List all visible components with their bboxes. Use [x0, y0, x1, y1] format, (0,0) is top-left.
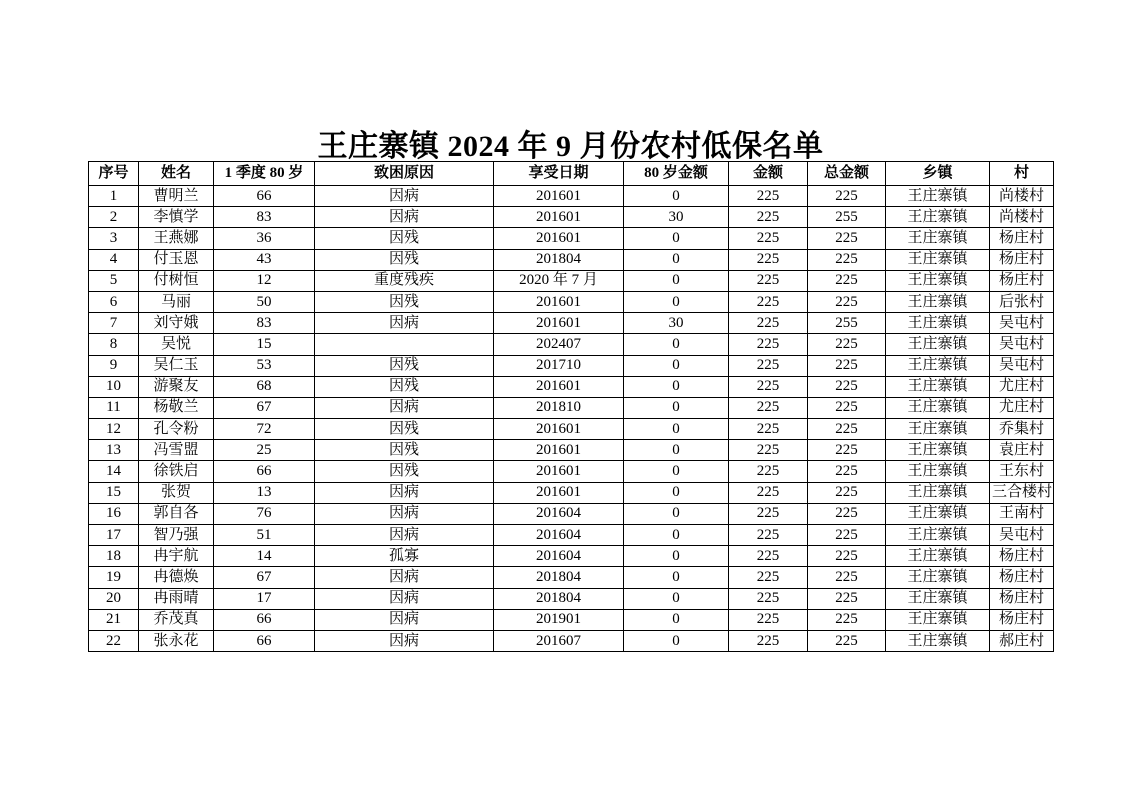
table-cell: 因残: [315, 355, 494, 376]
table-cell: 201810: [494, 397, 624, 418]
table-cell: 王庄寨镇: [886, 270, 990, 291]
table-cell: 225: [808, 525, 886, 546]
table-cell: 0: [624, 334, 729, 355]
table-cell: 201804: [494, 249, 624, 270]
table-cell: 王庄寨镇: [886, 461, 990, 482]
table-cell: 201607: [494, 630, 624, 651]
table-cell: 30: [624, 313, 729, 334]
table-cell: 王庄寨镇: [886, 334, 990, 355]
table-cell: 曹明兰: [139, 186, 214, 207]
table-cell: 王庄寨镇: [886, 630, 990, 651]
table-cell: 20: [89, 588, 139, 609]
column-header: 村: [990, 162, 1054, 186]
table-cell: 王庄寨镇: [886, 503, 990, 524]
table-cell: 225: [729, 546, 808, 567]
table-row: [89, 291, 1054, 312]
table-cell: 0: [624, 440, 729, 461]
table-cell: 22: [89, 630, 139, 651]
table-cell: 68: [214, 376, 315, 397]
table-cell: 0: [624, 546, 729, 567]
table-cell: 乔茂真: [139, 609, 214, 630]
column-header: 1 季度 80 岁: [214, 162, 315, 186]
table-cell: 225: [808, 249, 886, 270]
table-cell: 225: [729, 376, 808, 397]
table-cell: 225: [729, 270, 808, 291]
table-cell: 225: [808, 334, 886, 355]
table-cell: 66: [214, 609, 315, 630]
table-cell: 因病: [315, 313, 494, 334]
table-cell: 50: [214, 291, 315, 312]
table-cell: 225: [729, 313, 808, 334]
table-cell: 225: [808, 503, 886, 524]
table-cell: 225: [729, 228, 808, 249]
table-cell: 53: [214, 355, 315, 376]
table-row: [89, 525, 1054, 546]
table-cell: 201804: [494, 588, 624, 609]
table-cell: 游聚友: [139, 376, 214, 397]
table-cell: 76: [214, 503, 315, 524]
table-cell: 尤庄村: [990, 376, 1054, 397]
table-cell: 43: [214, 249, 315, 270]
table-row: [89, 313, 1054, 334]
column-header: 80 岁金额: [624, 162, 729, 186]
table-cell: 尚楼村: [990, 186, 1054, 207]
table-cell: 66: [214, 186, 315, 207]
table-cell: 201604: [494, 546, 624, 567]
table-cell: 201601: [494, 207, 624, 228]
table-cell: 因残: [315, 376, 494, 397]
table-row: [89, 355, 1054, 376]
table-header-row: [89, 162, 1054, 186]
table-cell: 吴屯村: [990, 525, 1054, 546]
table-cell: 15: [214, 334, 315, 355]
table-cell: 尚楼村: [990, 207, 1054, 228]
table-cell: 225: [729, 588, 808, 609]
table-row: [89, 186, 1054, 207]
table-cell: 225: [808, 228, 886, 249]
table-cell: 225: [808, 270, 886, 291]
table-cell: 吴仁玉: [139, 355, 214, 376]
table-cell: 王庄寨镇: [886, 588, 990, 609]
table-cell: 冉雨晴: [139, 588, 214, 609]
table-cell: 10: [89, 376, 139, 397]
table-cell: 12: [214, 270, 315, 291]
table-cell: 因病: [315, 397, 494, 418]
table-cell: 王东村: [990, 461, 1054, 482]
table-cell: [315, 334, 494, 355]
table-cell: 201601: [494, 291, 624, 312]
table-cell: 因病: [315, 609, 494, 630]
column-header: 姓名: [139, 162, 214, 186]
table-cell: 2020 年 7 月: [494, 270, 624, 291]
table-cell: 孤寡: [315, 546, 494, 567]
table-cell: 19: [89, 567, 139, 588]
table-cell: 王庄寨镇: [886, 546, 990, 567]
table-cell: 尤庄村: [990, 397, 1054, 418]
table-cell: 3: [89, 228, 139, 249]
table-cell: 225: [808, 609, 886, 630]
table-cell: 0: [624, 461, 729, 482]
table-cell: 225: [729, 503, 808, 524]
table-cell: 225: [808, 291, 886, 312]
table-cell: 因残: [315, 228, 494, 249]
table-cell: 0: [624, 567, 729, 588]
table-cell: 杨庄村: [990, 228, 1054, 249]
table-body: [89, 186, 1054, 652]
table-cell: 202407: [494, 334, 624, 355]
table-cell: 225: [729, 630, 808, 651]
table-cell: 王庄寨镇: [886, 376, 990, 397]
table-cell: 14: [214, 546, 315, 567]
table-cell: 杨庄村: [990, 609, 1054, 630]
table-cell: 2: [89, 207, 139, 228]
table-cell: 0: [624, 376, 729, 397]
table-cell: 张永花: [139, 630, 214, 651]
table-cell: 付树恒: [139, 270, 214, 291]
table-cell: 5: [89, 270, 139, 291]
table-cell: 王庄寨镇: [886, 355, 990, 376]
table-cell: 201601: [494, 440, 624, 461]
table-cell: 225: [729, 482, 808, 503]
table-cell: 225: [808, 186, 886, 207]
table-cell: 225: [729, 461, 808, 482]
table-cell: 1: [89, 186, 139, 207]
table-cell: 0: [624, 482, 729, 503]
table-cell: 225: [808, 482, 886, 503]
column-header: 享受日期: [494, 162, 624, 186]
table-cell: 225: [729, 186, 808, 207]
table-cell: 因病: [315, 503, 494, 524]
table-cell: 王庄寨镇: [886, 228, 990, 249]
table-cell: 王庄寨镇: [886, 291, 990, 312]
table-row: [89, 567, 1054, 588]
table-cell: 因病: [315, 525, 494, 546]
table-row: [89, 588, 1054, 609]
table-cell: 4: [89, 249, 139, 270]
table-cell: 因残: [315, 419, 494, 440]
table-cell: 51: [214, 525, 315, 546]
table-row: [89, 482, 1054, 503]
table-cell: 201601: [494, 376, 624, 397]
table-cell: 0: [624, 355, 729, 376]
table-cell: 201601: [494, 419, 624, 440]
table-row: [89, 630, 1054, 651]
table-cell: 201710: [494, 355, 624, 376]
table-cell: 徐铁启: [139, 461, 214, 482]
table-cell: 201804: [494, 567, 624, 588]
table-row: [89, 419, 1054, 440]
table-cell: 225: [729, 397, 808, 418]
table-cell: 225: [808, 588, 886, 609]
table-cell: 225: [729, 609, 808, 630]
table-cell: 66: [214, 630, 315, 651]
table-cell: 王庄寨镇: [886, 186, 990, 207]
table-cell: 225: [729, 207, 808, 228]
table-cell: 因病: [315, 588, 494, 609]
table-cell: 杨庄村: [990, 249, 1054, 270]
table-cell: 225: [808, 419, 886, 440]
table-cell: 201604: [494, 503, 624, 524]
table-cell: 杨庄村: [990, 588, 1054, 609]
table-cell: 冉德焕: [139, 567, 214, 588]
table-cell: 201601: [494, 313, 624, 334]
column-header: 序号: [89, 162, 139, 186]
table-cell: 杨庄村: [990, 270, 1054, 291]
table-cell: 吴悦: [139, 334, 214, 355]
table-cell: 7: [89, 313, 139, 334]
table-cell: 乔集村: [990, 419, 1054, 440]
table-cell: 225: [729, 334, 808, 355]
table-cell: 王南村: [990, 503, 1054, 524]
table-cell: 王庄寨镇: [886, 249, 990, 270]
table-cell: 13: [214, 482, 315, 503]
table-cell: 83: [214, 207, 315, 228]
column-header: 乡镇: [886, 162, 990, 186]
table-cell: 225: [808, 461, 886, 482]
table-row: [89, 546, 1054, 567]
table-row: [89, 228, 1054, 249]
table-cell: 重度残疾: [315, 270, 494, 291]
table-cell: 王燕娜: [139, 228, 214, 249]
table-cell: 21: [89, 609, 139, 630]
table-cell: 智乃强: [139, 525, 214, 546]
table-cell: 17: [214, 588, 315, 609]
table-cell: 李慎学: [139, 207, 214, 228]
table-cell: 因残: [315, 249, 494, 270]
table-cell: 张贺: [139, 482, 214, 503]
table-cell: 225: [808, 397, 886, 418]
table-row: [89, 503, 1054, 524]
table-cell: 0: [624, 419, 729, 440]
table-cell: 0: [624, 397, 729, 418]
table-cell: 刘守娥: [139, 313, 214, 334]
table-cell: 201601: [494, 228, 624, 249]
table-cell: 王庄寨镇: [886, 207, 990, 228]
table-cell: 225: [808, 355, 886, 376]
table-cell: 因病: [315, 186, 494, 207]
table-cell: 王庄寨镇: [886, 567, 990, 588]
table-row: [89, 609, 1054, 630]
table-row: [89, 249, 1054, 270]
table-cell: 王庄寨镇: [886, 419, 990, 440]
table-cell: 郝庄村: [990, 630, 1054, 651]
table-cell: 9: [89, 355, 139, 376]
table-cell: 王庄寨镇: [886, 609, 990, 630]
table-cell: 225: [729, 355, 808, 376]
table-cell: 王庄寨镇: [886, 482, 990, 503]
table-cell: 15: [89, 482, 139, 503]
table-cell: 13: [89, 440, 139, 461]
table-cell: 0: [624, 609, 729, 630]
page-title: 王庄寨镇 2024 年 9 月份农村低保名单: [317, 130, 824, 163]
table-cell: 0: [624, 503, 729, 524]
table-cell: 因病: [315, 482, 494, 503]
table-cell: 225: [808, 376, 886, 397]
table-cell: 0: [624, 186, 729, 207]
table-cell: 王庄寨镇: [886, 313, 990, 334]
table-cell: 17: [89, 525, 139, 546]
table-cell: 16: [89, 503, 139, 524]
table-cell: 后张村: [990, 291, 1054, 312]
table-cell: 王庄寨镇: [886, 397, 990, 418]
table-cell: 三合楼村: [990, 482, 1054, 503]
table-cell: 67: [214, 567, 315, 588]
table-cell: 201601: [494, 482, 624, 503]
table-cell: 225: [729, 567, 808, 588]
table-cell: 6: [89, 291, 139, 312]
table-cell: 0: [624, 228, 729, 249]
table-row: [89, 397, 1054, 418]
table-cell: 吴屯村: [990, 313, 1054, 334]
welfare-table: [88, 161, 1054, 652]
table-cell: 因病: [315, 567, 494, 588]
table-cell: 201901: [494, 609, 624, 630]
table-cell: 付玉恩: [139, 249, 214, 270]
table-row: [89, 207, 1054, 228]
table-cell: 因残: [315, 440, 494, 461]
table-cell: 马丽: [139, 291, 214, 312]
table-cell: 因病: [315, 630, 494, 651]
table-cell: 袁庄村: [990, 440, 1054, 461]
table-cell: 吴屯村: [990, 334, 1054, 355]
table-cell: 225: [808, 630, 886, 651]
table-cell: 0: [624, 291, 729, 312]
table-cell: 225: [729, 291, 808, 312]
table-cell: 王庄寨镇: [886, 525, 990, 546]
table-cell: 225: [729, 249, 808, 270]
table-row: [89, 334, 1054, 355]
table-cell: 225: [808, 440, 886, 461]
table-cell: 25: [214, 440, 315, 461]
table-cell: 11: [89, 397, 139, 418]
table-cell: 杨庄村: [990, 546, 1054, 567]
table-cell: 67: [214, 397, 315, 418]
table-cell: 杨庄村: [990, 567, 1054, 588]
table-cell: 66: [214, 461, 315, 482]
table-cell: 冯雪盟: [139, 440, 214, 461]
table-cell: 0: [624, 525, 729, 546]
table-cell: 因残: [315, 461, 494, 482]
table-cell: 201601: [494, 186, 624, 207]
table-cell: 郭自各: [139, 503, 214, 524]
table-cell: 201601: [494, 461, 624, 482]
table-cell: 225: [808, 567, 886, 588]
table-cell: 12: [89, 419, 139, 440]
table-cell: 因残: [315, 291, 494, 312]
table-cell: 225: [729, 419, 808, 440]
table-cell: 83: [214, 313, 315, 334]
table-cell: 225: [808, 546, 886, 567]
table-row: [89, 376, 1054, 397]
table-row: [89, 461, 1054, 482]
table-cell: 72: [214, 419, 315, 440]
table-cell: 吴屯村: [990, 355, 1054, 376]
column-header: 总金额: [808, 162, 886, 186]
table-cell: 0: [624, 270, 729, 291]
table-cell: 14: [89, 461, 139, 482]
table-cell: 201604: [494, 525, 624, 546]
column-header: 致困原因: [315, 162, 494, 186]
table-cell: 225: [729, 440, 808, 461]
table-cell: 0: [624, 249, 729, 270]
table-cell: 孔令粉: [139, 419, 214, 440]
table-cell: 杨敬兰: [139, 397, 214, 418]
table-cell: 因病: [315, 207, 494, 228]
table-cell: 0: [624, 588, 729, 609]
table-cell: 0: [624, 630, 729, 651]
table-cell: 255: [808, 313, 886, 334]
table-row: [89, 440, 1054, 461]
table-cell: 36: [214, 228, 315, 249]
table-row: [89, 270, 1054, 291]
table-cell: 18: [89, 546, 139, 567]
table-cell: 225: [729, 525, 808, 546]
table-cell: 255: [808, 207, 886, 228]
column-header: 金额: [729, 162, 808, 186]
table-cell: 王庄寨镇: [886, 440, 990, 461]
table-cell: 8: [89, 334, 139, 355]
table-cell: 30: [624, 207, 729, 228]
table-cell: 冉宇航: [139, 546, 214, 567]
